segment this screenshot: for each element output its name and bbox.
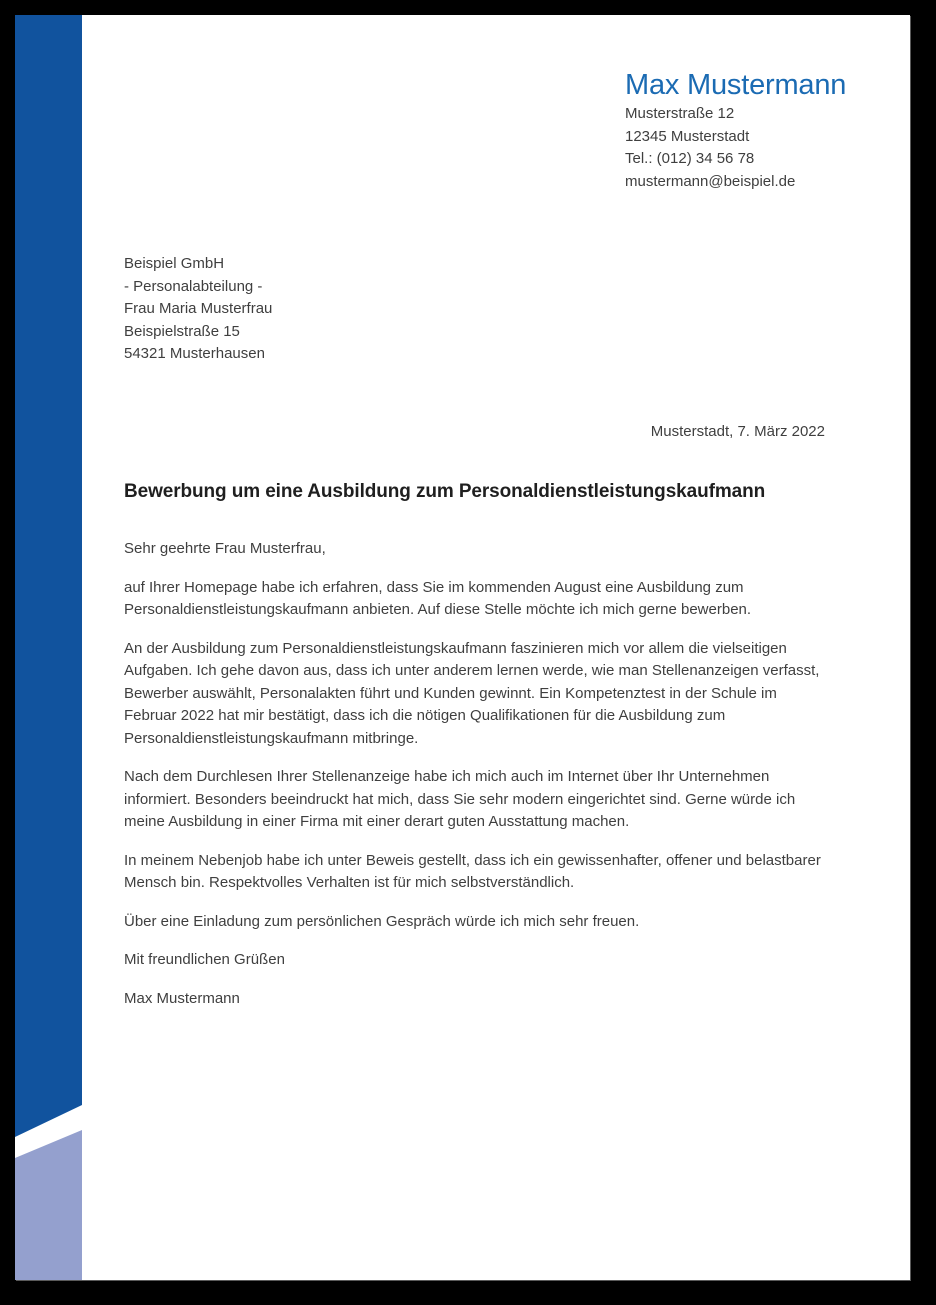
signature-name: Max Mustermann	[124, 989, 240, 1007]
paragraph-intro: auf Ihrer Homepage habe ich erfahren, dass Sie im kommenden August eine Ausbildung zum Personaldienstleistungskaufmann anbieten. Auf diese Stelle möchte ich mich gerne bewerben.	[124, 578, 752, 618]
closing-formula: Mit freundlichen Grüßen	[124, 951, 285, 968]
salutation: Sehr geehrte Frau Musterfrau,	[124, 540, 326, 557]
sidebar-stripe-dark	[15, 15, 82, 1137]
date-line: Musterstadt, 7. März 2022	[650, 423, 825, 440]
paragraph-strengths: In meinem Nebenjob habe ich unter Beweis gestellt, dass ich ein gewissenhafter, offener und belastbarer Mensch bin. Respektvolles Verhalten ist für mich selbstverständlich.	[124, 851, 821, 891]
letter-body	[124, 538, 825, 1026]
sidebar-stripe-light	[15, 1130, 82, 1280]
sender-block	[625, 67, 865, 193]
sender-phone: Tel.: (012) 34 56 78	[625, 150, 755, 168]
recipient-city: 54321 Musterhausen	[124, 345, 265, 363]
recipient-company: Beispiel GmbH	[124, 255, 225, 272]
sender-name: Max Mustermann	[625, 69, 847, 101]
letter-page	[15, 15, 910, 1280]
paragraph-invitation: Über eine Einladung zum persönlichen Gespräch würde ich mich sehr freuen.	[124, 912, 640, 930]
sender-city: 12345 Musterstadt	[625, 127, 750, 145]
paragraph-company: Nach dem Durchlesen Ihrer Stellenanzeige habe ich mich auch im Internet über Ihr Unternehmen informiert. Besonders beeindruckt hat mich, dass Sie sehr modern eingerichtet sind. Gerne würde ich meine Ausbildung in einer Firma mit einer derart guten Ausstattung machen.	[124, 768, 796, 830]
recipient-street: Beispielstraße 15	[124, 322, 240, 340]
subject-line: Bewerbung um eine Ausbildung zum Personaldienstleistungskaufmann	[124, 481, 766, 502]
paragraph-motivation: An der Ausbildung zum Personaldienstleistungskaufmann faszinieren mich vor allem die vielseitigen Aufgaben. Ich gehe davon aus, dass ich unter anderem lernen werde, wie man Stellenanzeigen verfasst, Bewerber auswählt, Personalakten führt und Kunden gewinnt. Ein Kompetenztest in der Schule im Februar 2022 hat mir bestätigt, dass ich die nötigen Qualifikationen für die Ausbildung zum Personaldienstleistungskaufmann mitbringe.	[124, 639, 820, 747]
sender-email: mustermann@beispiel.de	[625, 172, 796, 190]
recipient-department: - Personalabteilung -	[124, 277, 263, 295]
recipient-contact: Frau Maria Musterfrau	[124, 300, 273, 318]
recipient-block	[124, 253, 272, 366]
sender-street: Musterstraße 12	[625, 105, 735, 122]
